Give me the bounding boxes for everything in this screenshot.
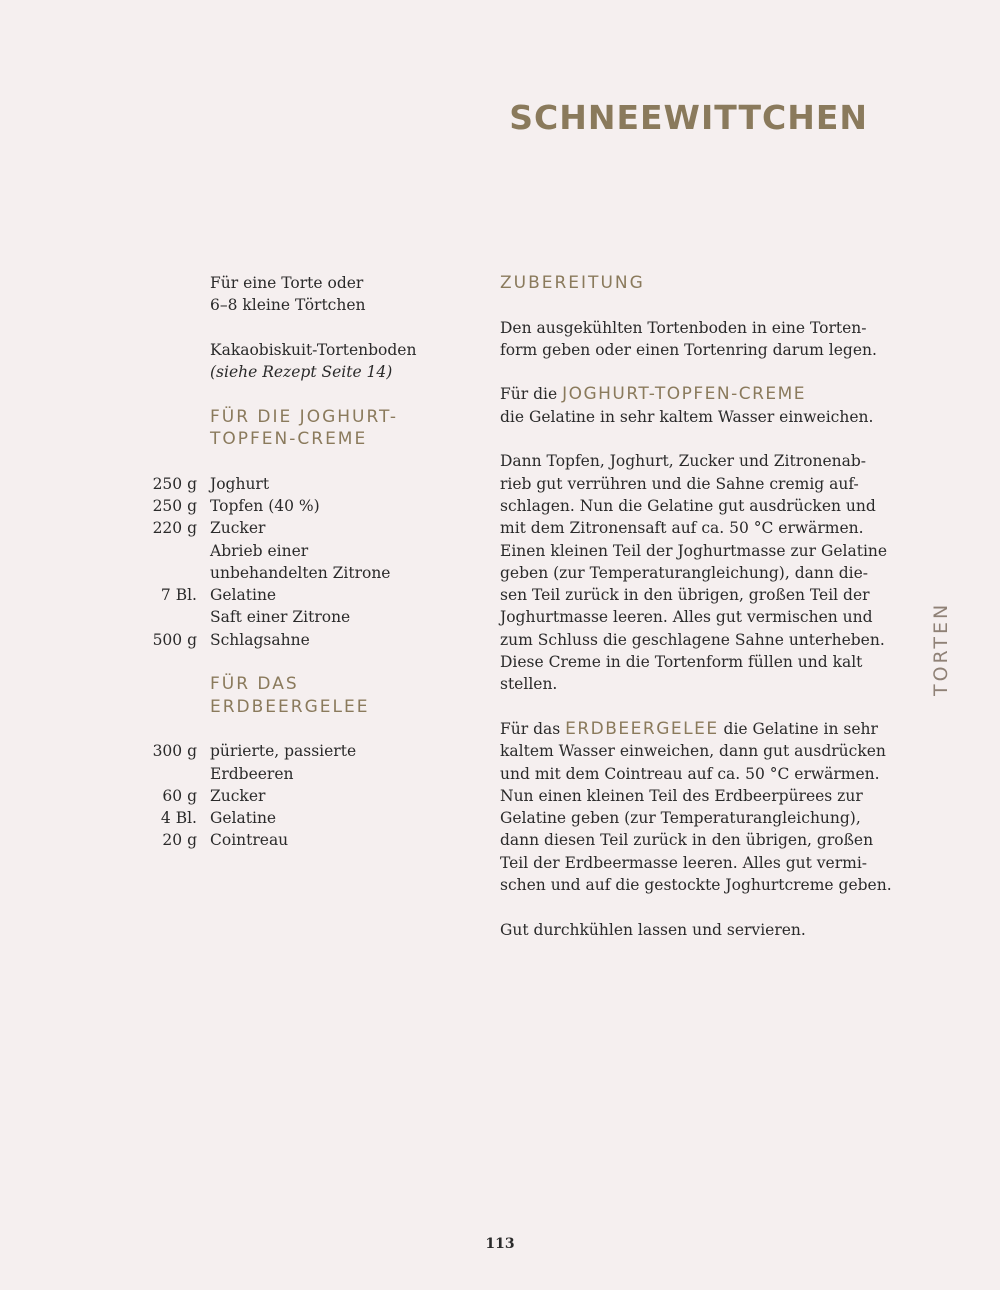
prep-paragraph: Dann Topfen, Joghurt, Zucker und Zitronenab- rieb gut verrühren und die Sahne cremig auf- schlagen. Nun die Gelatine gut ausdrücken und mit dem Zitronensaft auf ca. 50 °C erwärmen. Einen kleinen Teil der Joghurtmasse zur Gelatine geben (zur Temperaturangleichung), dann die- sen Teil zurück in den übrigen, großen Teil der Joghurtmasse leeren. Alles gut vermischen und zum Schluss die geschlagene Sahne unterheben. Diese Creme in die Tortenform füllen und kalt stellen. <box>500 452 888 694</box>
gelee-heading: FÜR DAS ERDBEERGELEE <box>210 674 370 717</box>
ingredient-row <box>145 517 465 539</box>
ingredient-qty <box>145 562 197 584</box>
ingredient-row <box>145 562 465 584</box>
base-name: Kakaobiskuit-Tortenboden <box>210 340 417 359</box>
page-number: 113 <box>485 1236 515 1252</box>
ingredient-row <box>145 606 465 628</box>
ingredient-qty: 300 g <box>152 742 197 761</box>
gelee-ingredient-list <box>145 740 465 851</box>
prep-paragraph: Für die JOGHURT-TOPFEN-CREME die Gelatine in sehr kaltem Wasser einweichen. <box>500 384 874 426</box>
prep-paragraph: Den ausgekühlten Tortenboden in eine Torten- form geben oder einen Tortenring darum legen. <box>500 318 877 359</box>
ingredient-qty <box>145 540 197 562</box>
ingredient-row <box>145 785 465 807</box>
chapter-label: TORTEN <box>930 601 952 696</box>
preparation-heading: ZUBEREITUNG <box>500 273 645 293</box>
ingredient-qty <box>145 763 197 785</box>
inline-heading: JOGHURT-TOPFEN-CREME <box>562 384 807 405</box>
ingredient-row <box>145 807 465 829</box>
base-reference: (siehe Rezept Seite 14) <box>210 363 393 382</box>
ingredient-row <box>145 763 465 785</box>
prep-paragraph: Gut durchkühlen lassen und servieren. <box>500 920 806 939</box>
ingredient-name: Saft einer Zitrone <box>210 608 351 627</box>
cream-heading: FÜR DIE JOGHURT- TOPFEN-CREME <box>210 406 399 450</box>
ingredient-name: Topfen (40 %) <box>210 496 320 515</box>
page-title: SCHNEEWITTCHEN <box>509 98 868 137</box>
ingredient-qty: 7 Bl. <box>160 586 197 605</box>
ingredient-name: Gelatine <box>210 586 277 605</box>
ingredient-qty: 4 Bl. <box>160 809 197 828</box>
ingredient-qty: 60 g <box>162 786 197 805</box>
ingredient-qty: 20 g <box>162 831 197 850</box>
ingredient-name: unbehandelten Zitrone <box>210 563 391 582</box>
ingredient-name: Erdbeeren <box>210 764 294 783</box>
ingredient-row <box>145 584 465 606</box>
ingredient-name: Zucker <box>210 519 266 538</box>
yield-block <box>210 272 465 383</box>
ingredient-qty: 250 g <box>152 474 197 493</box>
ingredient-name: Schlagsahne <box>210 630 310 649</box>
ingredient-row <box>145 495 465 517</box>
ingredient-name: Cointreau <box>210 831 289 850</box>
yield-line: 6–8 kleine Törtchen <box>210 296 366 315</box>
prep-paragraph: Für das ERDBEERGELEE die Gelatine in sehr kaltem Wasser einweichen, dann gut ausdrücken und mit dem Cointreau auf ca. 50 °C erwärmen. Nun einen kleinen Teil des Erdbeerpürees zur Gelatine geben (zur Temperaturangleichung), dann diesen Teil zurück in den übrigen, großen Teil der Erdbeermasse leeren. Alles gut vermi- schen und auf die gestockte Joghurtcreme geben. <box>500 718 892 895</box>
ingredient-name: Gelatine <box>210 809 277 828</box>
ingredient-name: Abrieb einer <box>210 541 309 560</box>
inline-heading: ERDBEERGELEE <box>565 718 719 739</box>
preparation-column <box>500 272 892 963</box>
yield-line: Für eine Torte oder <box>210 274 364 292</box>
ingredient-row <box>145 740 465 762</box>
ingredient-qty: 220 g <box>152 519 197 538</box>
cream-ingredient-list <box>145 473 465 651</box>
ingredient-qty: 500 g <box>152 630 197 649</box>
ingredient-name: Zucker <box>210 786 266 805</box>
ingredient-qty: 250 g <box>152 496 197 515</box>
ingredient-row <box>145 540 465 562</box>
ingredient-name: pürierte, passierte <box>210 742 357 761</box>
ingredient-qty <box>145 606 197 628</box>
ingredient-row <box>145 473 465 495</box>
ingredient-name: Joghurt <box>210 474 270 493</box>
ingredients-column <box>145 272 465 852</box>
ingredient-row <box>145 629 465 651</box>
ingredient-row <box>145 829 465 851</box>
